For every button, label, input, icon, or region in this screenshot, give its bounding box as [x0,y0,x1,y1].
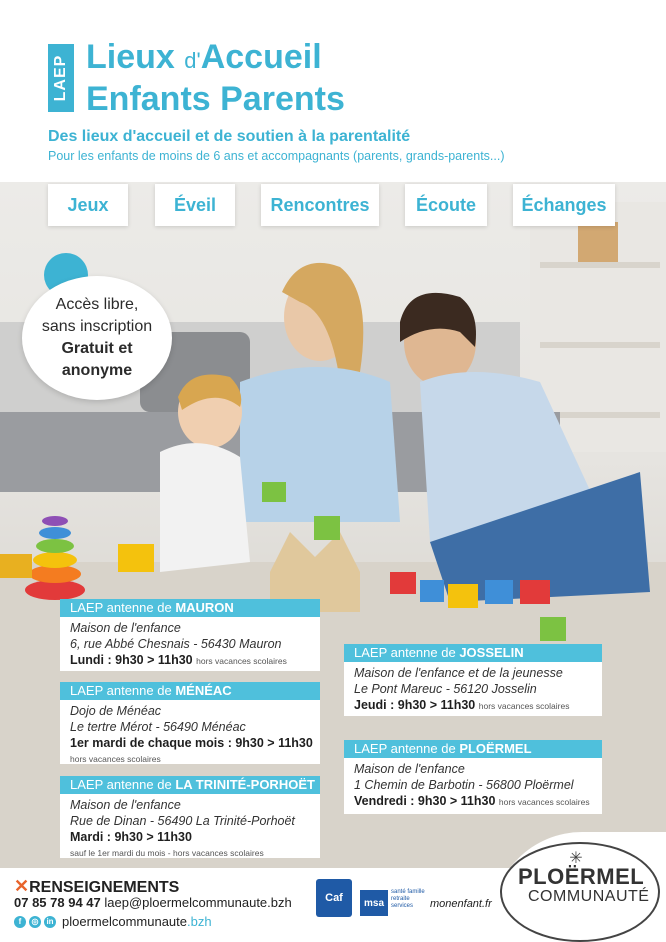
antenna-note: sauf le 1er mardi du mois - hors vacances scolaires [70,848,264,858]
antenna-place: Maison de l'enfance [70,621,181,635]
antenna-prefix: LAEP antenne de [354,741,456,756]
antenna-address: Le tertre Mérot - 56490 Ménéac [70,720,246,734]
bubble-line-1: Accès libre, [55,296,139,313]
ploermel-logo-line-1: PLOËRMEL [518,864,645,889]
tag-ecoute: Écoute [405,184,487,226]
title-word-accueil: Accueil [200,38,322,76]
antenna-note: hors vacances scolaires [70,754,161,764]
access-bubble [22,276,172,400]
monenfant-logo: monenfant.fr [430,898,492,910]
antenna-schedule: Jeudi : 9h30 > 11h30 [354,698,476,712]
antenna-place: Maison de l'enfance [354,762,465,776]
star-icon: ✳ [569,850,583,867]
linkedin-icon[interactable]: in [44,916,56,928]
renseignements-heading [14,876,179,897]
bubble-line-2: sans inscription [41,318,153,335]
caf-logo [316,879,352,917]
msa-tagline: santé famille retraite services [391,889,425,909]
msa-logo [360,890,388,916]
antenna-name: LA TRINITÉ-PORHOËT [175,777,315,792]
ploermel-logo-line-2: COMMUNAUTÉ [528,888,650,905]
antenna-card-mauron [60,599,320,671]
laep-badge [48,44,74,112]
website-link[interactable] [62,914,212,929]
caf-logo-text: Caf [325,892,343,904]
antenna-note: hors vacances scolaires [498,797,590,807]
antenna-address: Le Pont Mareuc - 56120 Josselin [354,682,537,696]
msa-logo-text: msa [363,897,384,909]
antenna-name: PLOËRMEL [459,741,532,756]
website-ext: .bzh [187,914,212,929]
antenna-card-ploermel [344,740,602,814]
antenna-prefix: LAEP antenne de [70,600,172,615]
antenna-prefix: LAEP antenne de [70,777,172,792]
antenna-card-meneac [60,682,320,764]
antenna-header [344,740,602,758]
email-address[interactable]: laep@ploermelcommunaute.bzh [104,895,292,910]
tag-echanges: Échanges [513,184,615,226]
title-line-2: Enfants Parents [86,80,345,118]
antenna-schedule: Mardi : 9h30 > 11h30 [70,830,192,844]
antenna-address: 6, rue Abbé Chesnais - 56430 Mauron [70,637,282,651]
antenna-note: hors vacances scolaires [196,656,287,666]
antenna-place: Maison de l'enfance [70,798,181,812]
antenna-schedule: Lundi : 9h30 > 11h30 [70,653,193,667]
antenna-place: Maison de l'enfance et de la jeunesse [354,666,563,680]
antenna-header [60,682,320,700]
instagram-icon[interactable]: ◎ [29,916,41,928]
antenna-card-la-trinite [60,776,320,858]
antenna-place: Dojo de Ménéac [70,704,162,718]
antenna-prefix: LAEP antenne de [70,683,172,698]
subtitle: Des lieux d'accueil et de soutien à la parentalité [48,128,411,145]
tagline: Pour les enfants de moins de 6 ans et accompagnants (parents, grands-parents...) [48,149,505,163]
laep-badge-text: LAEP [52,54,69,102]
header [0,0,666,182]
antenna-schedule: 1er mardi de chaque mois : 9h30 > 11h30 [70,736,313,750]
title-word-lieux: Lieux [86,38,175,76]
title-line-1 [86,38,322,77]
tag-rencontres: Rencontres [261,184,379,226]
antenna-name: JOSSELIN [459,645,524,660]
antenna-name: MAURON [175,600,234,615]
antenna-card-josselin [344,644,602,716]
x-icon: ✕ [14,876,30,896]
antenna-prefix: LAEP antenne de [354,645,456,660]
website-main: ploermelcommunaute [62,914,188,929]
tag-jeux: Jeux [48,184,128,226]
title-word-d: d' [184,48,201,73]
antenna-header [60,776,320,794]
tag-eveil: Éveil [155,184,235,226]
facebook-icon[interactable]: f [14,916,26,928]
antenna-schedule: Vendredi : 9h30 > 11h30 [354,794,496,808]
renseignements-label: RENSEIGNEMENTS [29,879,180,896]
antenna-header [60,599,320,617]
contact-line [14,895,292,910]
bubble-line-3: Gratuit et [61,340,133,357]
bubble-line-4: anonyme [61,362,133,379]
social-links [14,914,212,929]
antenna-address: 1 Chemin de Barbotin - 56800 Ploërmel [354,778,574,792]
phone-number[interactable]: 07 85 78 94 47 [14,895,101,910]
antenna-header [344,644,602,662]
antenna-name: MÉNÉAC [175,683,232,698]
antenna-address: Rue de Dinan - 56490 La Trinité-Porhoët [70,814,295,828]
antenna-note: hors vacances scolaires [478,701,570,711]
